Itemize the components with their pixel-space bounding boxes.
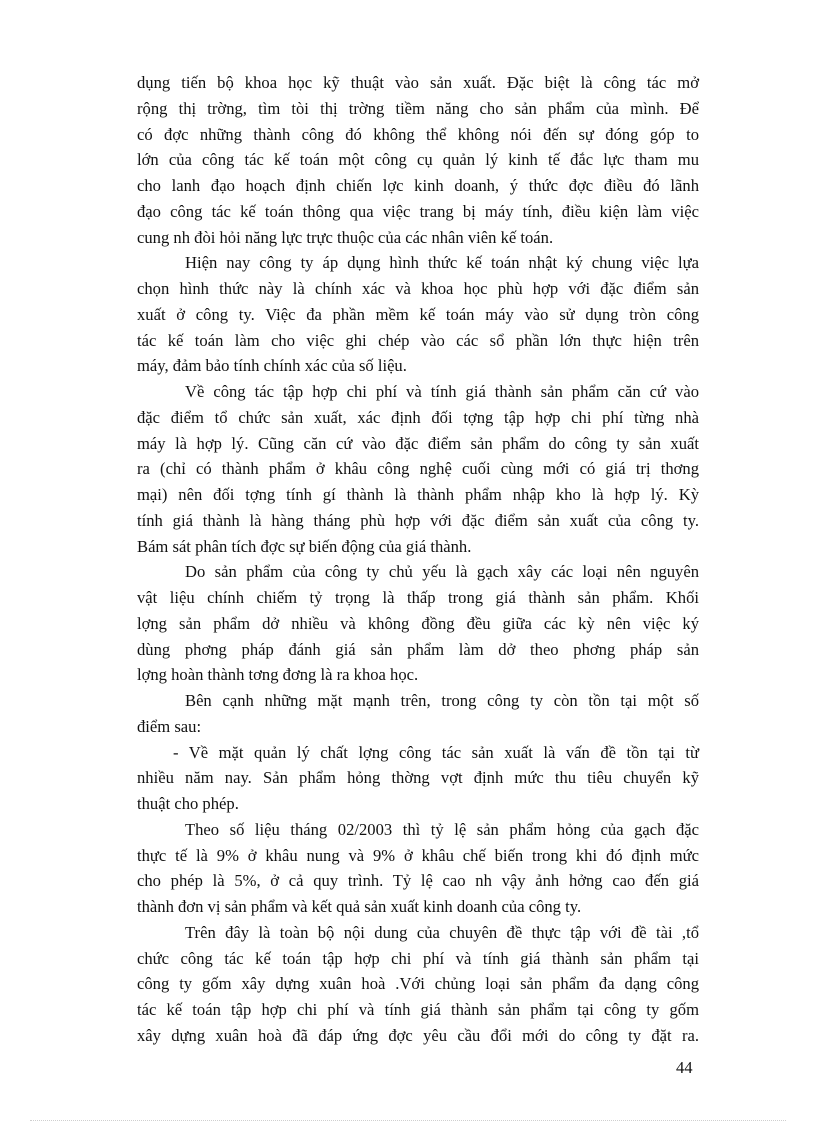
text-line: Trên đây là toàn bộ nội dung của chuyên đề thực tập với đề tài ,tổ (185, 922, 699, 942)
text-line: vật liệu chính chiếm tỷ trọng là thấp trong giá thành sản phẩm. Khối (137, 588, 699, 607)
paragraph (137, 920, 699, 1049)
text-line: Do sản phẩm của công ty chủ yếu là gạch xây các loại nên nguyên (185, 562, 699, 582)
text-line: dùng phơng pháp đánh giá sản phẩm làm dở theo phơng pháp sản (137, 639, 699, 659)
paragraph (137, 559, 699, 688)
text-line: máy là hợp lý. Cũng căn cứ vào đặc điểm sản phẩm do công ty sản xuất (137, 433, 699, 453)
text-line: công ty gốm xây dựng xuân hoà .Với chủng loại sản phẩm đa dạng công (137, 974, 699, 994)
text-line: Hiện nay công ty áp dụng hình thức kế toán nhật ký chung việc lựa (185, 253, 699, 273)
paragraph (137, 379, 699, 559)
page-edge-divider (30, 1120, 786, 1121)
text-line: mại) nên đối tợng tính gí thành là thành phẩm nhập kho là hợp lý. Kỳ (137, 485, 699, 504)
text-line: tính giá thành là hàng tháng phù hợp với đặc điểm sản xuất của công ty. (137, 510, 699, 530)
text-line: Bám sát phân tích đợc sự biến động của giá thành. (137, 536, 472, 556)
text-line: lớn của công tác kế toán một công cụ quản lý kinh tế đắc lực tham mu (137, 150, 699, 170)
text-line: đặc điểm tổ chức sản xuất, xác định đối tợng tập hợp chi phí từng nhà (137, 407, 699, 427)
text-line: thành đơn vị sản phẩm và kết quả sản xuất kinh doanh của công ty. (137, 897, 582, 916)
text-line: lợng hoàn thành tơng đơng là ra khoa học. (137, 665, 419, 685)
text-line: có đợc những thành công đó không thể không nói đến sự đóng góp to (137, 124, 699, 144)
text-line: xuất ở công ty. Việc đa phần mềm kế toán máy vào sử dụng tròn công (137, 304, 699, 324)
text-line: cung nh đòi hỏi năng lực trực thuộc của các nhân viên kế toán. (137, 227, 554, 247)
paragraph (137, 70, 699, 250)
text-line: máy, đảm bảo tính chính xác của số liệu. (137, 356, 407, 376)
text-line: Bên cạnh những mặt mạnh trên, trong công ty còn tồn tại một số (185, 691, 699, 710)
text-line: chọn hình thức này là chính xác và khoa học phù hợp với đặc điểm sản (137, 279, 699, 298)
text-line: cho lanh đạo hoạch định chiến lợc kinh doanh, ý thức đợc điều đó lãnh (137, 176, 699, 195)
text-line: - Về mặt quản lý chất lợng công tác sản xuất là vấn đề tồn tại từ (173, 742, 699, 762)
text-line: đạo công tác kế toán thông qua việc trang bị máy tính, điều kiện làm việc (137, 201, 699, 221)
paragraph (137, 688, 699, 740)
text-line: thực tế là 9% ở khâu nung và 9% ở khâu chế biến trong khi đó định mức (137, 845, 699, 865)
text-line: xây dựng xuân hoà đã đáp ứng đợc yêu cầu đổi mới do công ty đặt ra. (137, 1025, 699, 1045)
text-line: dụng tiến bộ khoa học kỹ thuật vào sản xuất. Đặc biệt là công tác mở (137, 73, 699, 92)
text-line: tác kế toán làm cho việc ghi chép vào các sổ phần lớn thực hiện trên (137, 330, 699, 350)
page-number: 44 (676, 1058, 693, 1077)
text-line: rộng thị trờng, tìm tòi thị trờng tiềm năng cho sản phẩm của mình. Để (137, 98, 699, 118)
text-line: Về công tác tập hợp chi phí và tính giá thành sản phẩm căn cứ vào (185, 382, 699, 401)
text-line: lợng sản phẩm dở nhiều và không đồng đều giữa các kỳ nên việc ký (137, 613, 699, 633)
text-line: nhiều năm nay. Sản phẩm hỏng thờng vợt định mức thu tiêu chuyển kỹ (137, 768, 699, 788)
text-line: điểm sau: (137, 716, 202, 736)
text-line: ra (chỉ có thành phẩm ở khâu công nghệ cuối cùng mới có giá trị thơng (137, 459, 699, 479)
text-line: tác kế toán tập hợp chi phí và tính giá thành sản phẩm tại công ty gốm (137, 1000, 699, 1019)
text-line: cho phép là 5%, ở cả quy trình. Tỷ lệ cao nh vậy ảnh hởng cao đến giá (137, 871, 699, 891)
paragraph (137, 817, 699, 920)
text-line: Theo số liệu tháng 02/2003 thì tỷ lệ sản phẩm hỏng của gạch đặc (185, 819, 699, 839)
text-line: chức công tác kế toán tập hợp chi phí và tính giá thành sản phẩm tại (137, 948, 699, 968)
text-line: thuật cho phép. (137, 794, 239, 813)
paragraph (137, 250, 699, 379)
body-text (137, 70, 699, 1049)
paragraph (137, 740, 699, 817)
